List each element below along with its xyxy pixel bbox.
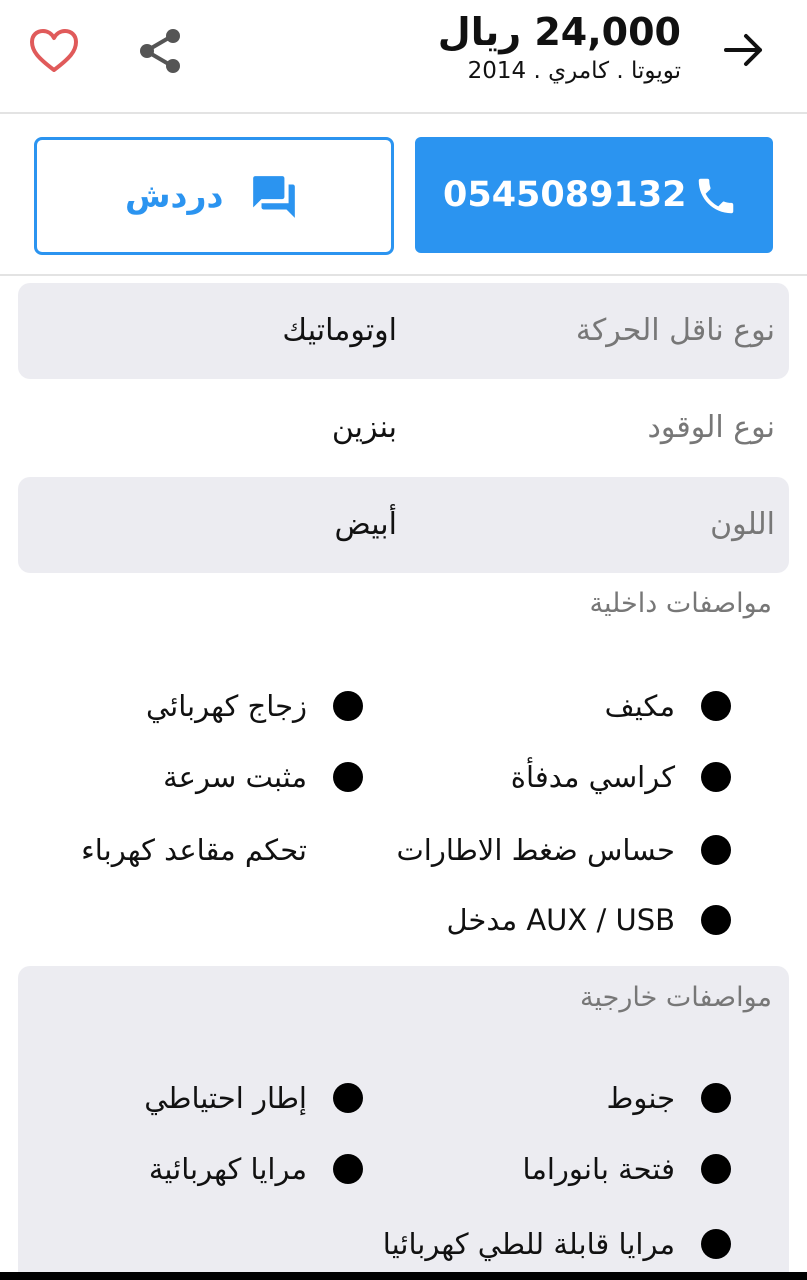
arrow-forward-icon	[718, 24, 770, 76]
feature-item: فتحة بانوراما	[431, 1149, 731, 1189]
spec-row-transmission	[18, 283, 789, 379]
feature-item: زجاج كهربائي	[33, 686, 363, 726]
top-bar	[0, 0, 807, 114]
listing-price: 24,000 ريال	[437, 10, 681, 54]
feature-item: مثبت سرعة	[33, 757, 363, 797]
contact-actions	[0, 114, 807, 276]
listing-summary	[438, 8, 681, 86]
bullet-icon	[701, 905, 731, 935]
heart-outline-icon	[28, 26, 80, 78]
chat-button[interactable]	[34, 137, 394, 255]
share-icon	[136, 26, 186, 76]
feature-item: مرايا قابلة للطي كهربائيا	[415, 1224, 731, 1264]
bullet-icon	[333, 1083, 363, 1113]
spec-label: نوع ناقل الحركة	[575, 313, 775, 348]
bullet-icon	[333, 691, 363, 721]
feature-item: AUX / USB مدخل	[415, 900, 731, 940]
bullet-icon	[701, 1083, 731, 1113]
chat-button-label: دردش	[125, 176, 224, 215]
feature-item: كراسي مدفأة	[431, 757, 731, 797]
chat-bubble-icon	[249, 172, 299, 222]
spec-label: اللون	[710, 507, 775, 542]
spec-row-fuel	[18, 380, 789, 476]
feature-item: مكيف	[431, 686, 731, 726]
phone-icon	[693, 173, 739, 219]
spec-value: بنزين	[331, 410, 397, 445]
call-button[interactable]	[415, 137, 773, 253]
bottom-edge	[0, 1272, 807, 1280]
bullet-icon	[701, 691, 731, 721]
favorite-button[interactable]	[28, 26, 80, 78]
interior-features-title: مواصفات داخلية	[589, 588, 772, 619]
exterior-features-title: مواصفات خارجية	[580, 982, 772, 1013]
share-button[interactable]	[136, 26, 186, 76]
listing-subtitle: تويوتا . كامري . 2014	[467, 58, 681, 84]
bullet-icon	[701, 1229, 731, 1259]
bullet-icon	[701, 762, 731, 792]
feature-item: تحكم مقاعد كهرباء	[81, 833, 307, 867]
spec-value: أبيض	[334, 507, 397, 542]
feature-item: مرايا كهربائية	[33, 1149, 363, 1189]
spec-value: اوتوماتيك	[282, 313, 397, 348]
bullet-icon	[701, 835, 731, 865]
feature-item: إطار احتياطي	[33, 1078, 363, 1118]
spec-row-color	[18, 477, 789, 573]
feature-item: حساس ضغط الاطارات	[415, 830, 731, 870]
bullet-icon	[701, 1154, 731, 1184]
call-button-label: 0545089132	[443, 175, 687, 215]
bullet-icon	[333, 1154, 363, 1184]
spec-label: نوع الوقود	[647, 410, 775, 445]
feature-item: جنوط	[431, 1078, 731, 1118]
bullet-icon	[333, 762, 363, 792]
back-button[interactable]	[718, 24, 770, 76]
